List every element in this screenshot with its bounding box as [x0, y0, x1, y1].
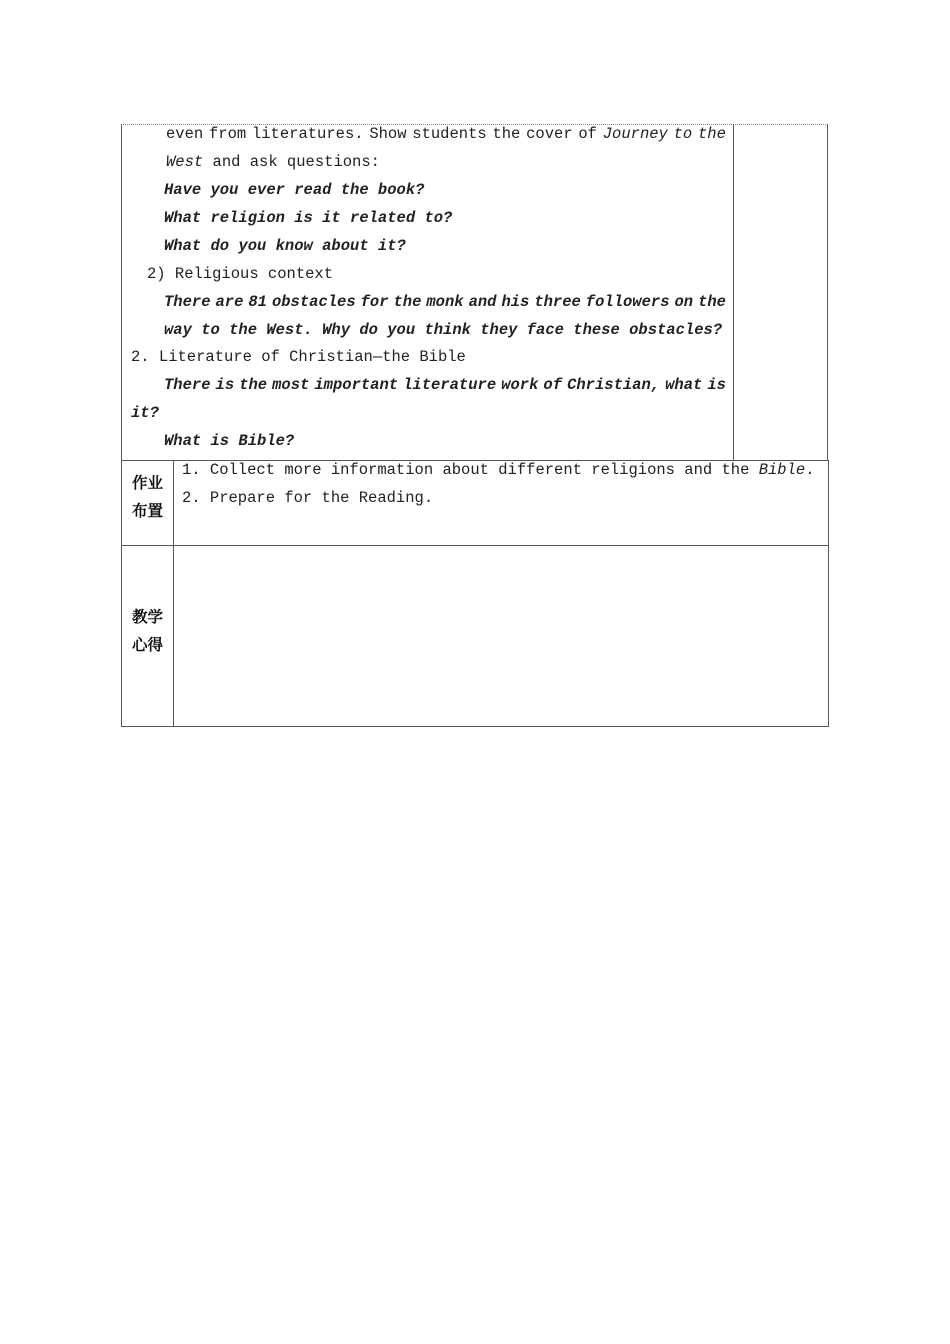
- intro-line-1: [166, 124, 726, 144]
- word: the: [239, 376, 268, 394]
- bible-line-1-end: is: [707, 376, 726, 394]
- reflection-label-line-1: 教学: [132, 608, 164, 626]
- word: important: [314, 376, 399, 394]
- obstacles-line-1: [164, 292, 726, 312]
- word: monk: [426, 293, 464, 311]
- word: Christian,: [567, 376, 661, 394]
- bible-line-1: [164, 375, 726, 395]
- word: even: [166, 125, 204, 143]
- word: There: [164, 376, 211, 394]
- word: the: [697, 125, 726, 143]
- word: and: [468, 293, 497, 311]
- word: the: [492, 125, 521, 143]
- question-religion: What religion is it related to?: [164, 209, 453, 227]
- word: Journey: [602, 125, 668, 143]
- word: students: [412, 125, 487, 143]
- word: from: [208, 125, 247, 143]
- obstacles-line-2-part-b: these obstacles?: [573, 321, 723, 339]
- homework-item-1: [182, 460, 815, 480]
- word: literatures.: [251, 125, 364, 143]
- word: work: [501, 376, 539, 394]
- obstacles-line-2-part-a: way to the West. Why do you think they face: [164, 321, 574, 339]
- teaching-reflection-label: [132, 603, 172, 659]
- word: Show: [369, 125, 407, 143]
- reflection-label-divider: [173, 546, 174, 726]
- homework-item-2: 2. Prepare for the Reading.: [182, 489, 434, 507]
- word: of: [543, 376, 563, 394]
- word: the: [698, 293, 726, 311]
- word: the: [393, 293, 422, 311]
- word: for: [360, 293, 389, 311]
- religious-context-heading: 2) Religious context: [147, 265, 334, 283]
- book-title-west: West: [166, 153, 204, 171]
- question-read-book: Have you ever read the book?: [164, 181, 425, 199]
- literature-christian-heading: 2. Literature of Christian—the Bible: [131, 348, 466, 366]
- word: There: [164, 293, 211, 311]
- word: of: [578, 125, 597, 143]
- word: his: [501, 293, 530, 311]
- homework-label: [132, 469, 172, 525]
- question-know-about: What do you know about it?: [164, 237, 406, 255]
- word: 81: [248, 293, 267, 311]
- word: three: [534, 293, 581, 311]
- bible-question: What is Bible?: [164, 432, 295, 450]
- word: cover: [526, 125, 573, 143]
- word: are: [215, 293, 244, 311]
- homework-item-1-bible: Bible: [758, 461, 806, 479]
- word: is: [215, 376, 235, 394]
- homework-label-divider: [173, 461, 174, 545]
- word: most: [272, 376, 310, 394]
- word: obstacles: [271, 293, 356, 311]
- notes-column-divider: [733, 124, 734, 460]
- homework-item-1-end: .: [805, 461, 815, 479]
- word: to: [673, 125, 693, 143]
- ask-questions-text: and ask questions:: [203, 153, 380, 171]
- word: followers: [585, 293, 670, 311]
- obstacles-line-2: [164, 320, 722, 340]
- homework-item-1-text: 1. Collect more information about different religions and the: [182, 461, 759, 479]
- homework-label-line-2: 布置: [132, 502, 164, 520]
- reflection-label-line-2: 心得: [132, 636, 164, 654]
- teaching-reflection-row: [121, 545, 829, 727]
- word: on: [674, 293, 694, 311]
- word: literature: [403, 376, 497, 394]
- word: what: [665, 376, 703, 394]
- intro-line-2: [166, 152, 380, 172]
- bible-line-2: it?: [131, 404, 159, 422]
- homework-label-line-1: 作业: [132, 474, 164, 492]
